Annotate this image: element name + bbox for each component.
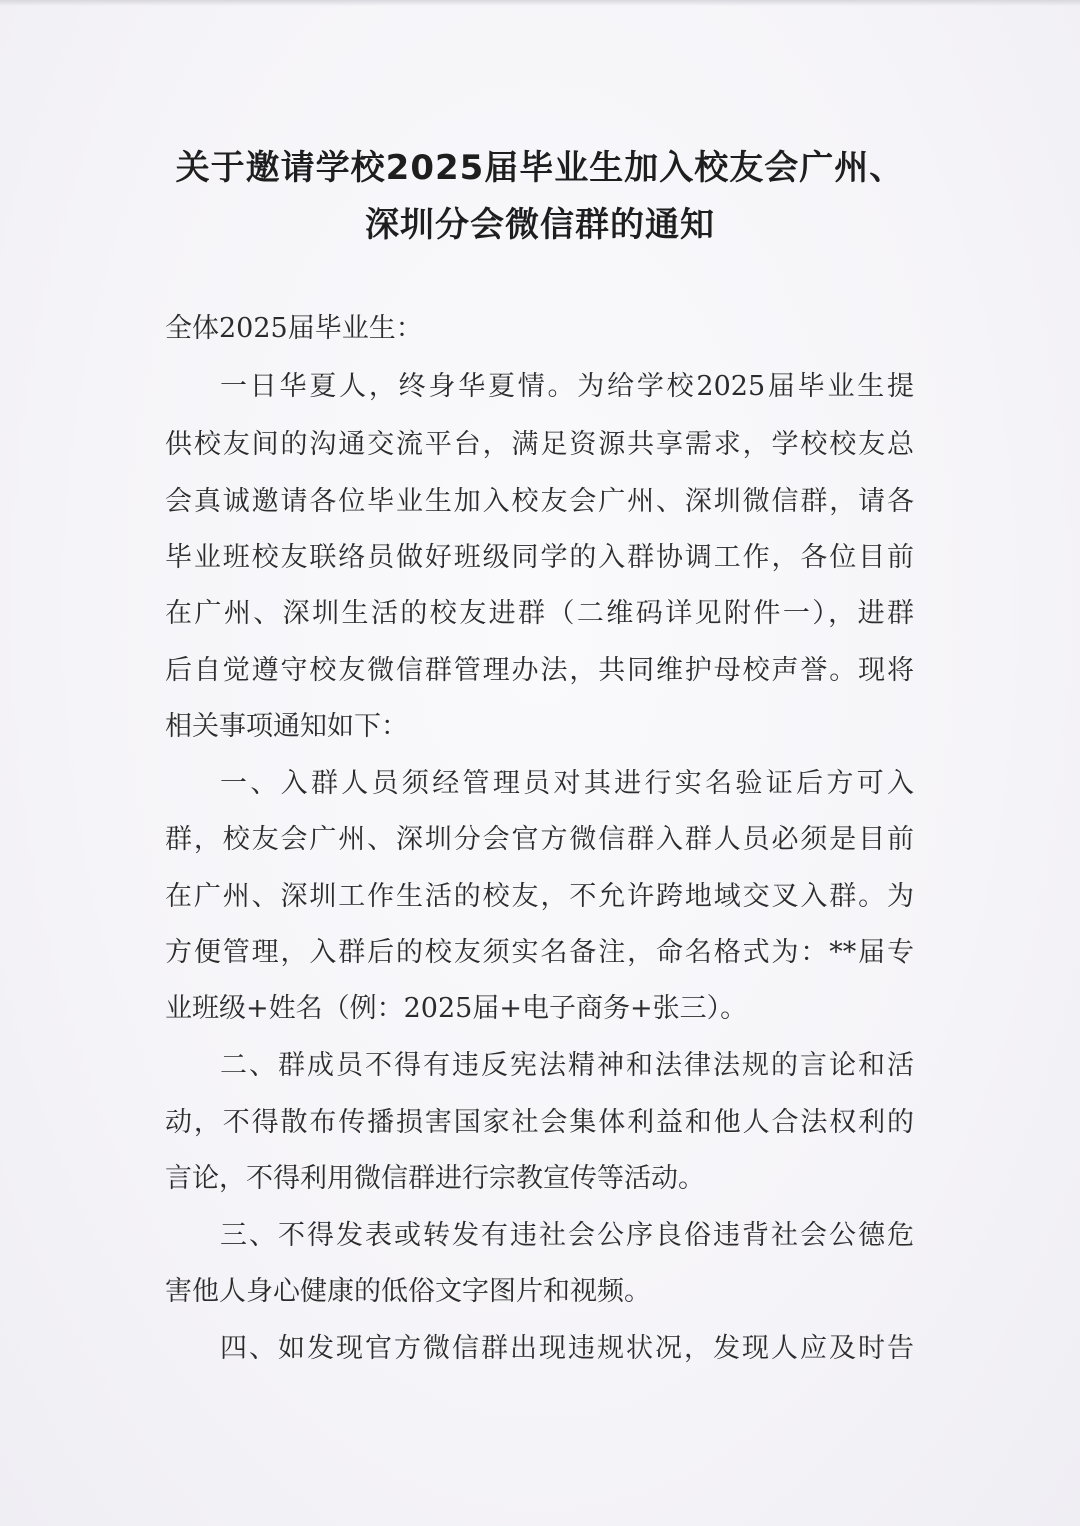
salutation: 全体2025届毕业生： xyxy=(165,313,423,344)
body-line: 相关事项通知如下： xyxy=(165,711,408,742)
body-line: 在广州、深圳工作生活的校友，不允许跨地域交叉入群。为 xyxy=(165,881,914,912)
body-line: 动，不得散布传播损害国家社会集体利益和他人合法权利的 xyxy=(165,1107,914,1138)
body-line: 业班级+姓名（例：2025届+电子商务+张三）。 xyxy=(165,993,748,1024)
body-line: 群，校友会广州、深圳分会官方微信群入群人员必须是目前 xyxy=(165,824,914,855)
body-line: 后自觉遵守校友微信群管理办法，共同维护母校声誉。现将 xyxy=(165,655,914,686)
body-line: 会真诚邀请各位毕业生加入校友会广州、深圳微信群，请各 xyxy=(165,486,914,517)
body-line: 一、入群人员须经管理员对其进行实名验证后方可入 xyxy=(220,768,914,799)
body-line: 在广州、深圳生活的校友进群（二维码详见附件一），进群 xyxy=(165,598,914,629)
body-line: 四、如发现官方微信群出现违规状况，发现人应及时告 xyxy=(220,1333,914,1364)
body-line: 害他人身心健康的低俗文字图片和视频。 xyxy=(165,1276,651,1307)
body-line: 方便管理，入群后的校友须实名备注，命名格式为：**届专 xyxy=(165,937,914,968)
scan-top-edge xyxy=(0,0,1080,6)
document-title-line-2: 深圳分会微信群的通知 xyxy=(365,205,715,245)
body-line: 一日华夏人，终身华夏情。为给学校2025届毕业生提 xyxy=(220,371,914,402)
body-line: 供校友间的沟通交流平台，满足资源共享需求，学校校友总 xyxy=(165,429,914,460)
body-line: 毕业班校友联络员做好班级同学的入群协调工作，各位目前 xyxy=(165,542,914,573)
body-line: 言论，不得利用微信群进行宗教宣传等活动。 xyxy=(165,1163,705,1194)
document-title-line-1: 关于邀请学校2025届毕业生加入校友会广州、 xyxy=(175,148,905,188)
body-line: 三、不得发表或转发有违社会公序良俗违背社会公德危 xyxy=(220,1220,914,1251)
body-line: 二、群成员不得有违反宪法精神和法律法规的言论和活 xyxy=(220,1050,914,1081)
